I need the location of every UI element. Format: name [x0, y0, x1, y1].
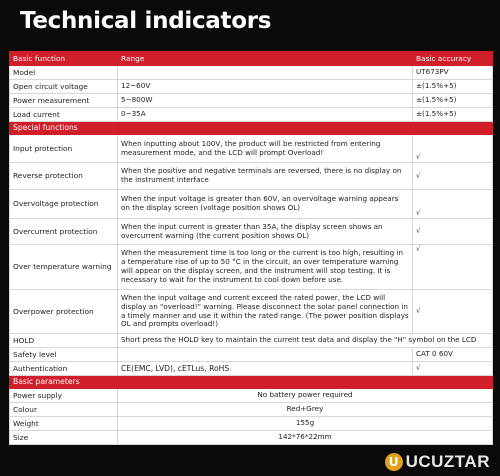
check-mark: √ [413, 362, 493, 376]
row-value: ±(1.5%+5) [413, 80, 493, 94]
spec-table [9, 51, 493, 445]
row-label: Safety level [10, 348, 118, 362]
row-description: When the positive and negative terminals are reversed, there is no display on the instrument interface [118, 163, 413, 190]
table-row [10, 245, 493, 290]
row-description: When the input voltage and current exceed the rated power, the LCD will display an "overload!" warning. Please disconnect the solar panel connection in a timely manner and use it within the rated range. (The power position displays OL and prompts overload!) [118, 290, 413, 334]
table-row [10, 389, 493, 403]
row-label: Authentication [10, 362, 118, 376]
header-range: Range [118, 52, 413, 66]
row-value: ±(1.5%+5) [413, 108, 493, 122]
check-mark: √ [413, 290, 493, 334]
watermark [385, 452, 490, 472]
row-value: UT673PV [413, 66, 493, 80]
row-description: When the input voltage is greater than 60V, an overvoltage warning appears on the display screen (voltage position shows OL) [118, 190, 413, 219]
row-value: No battery power required [118, 389, 493, 403]
row-label: Over temperature warning [10, 245, 118, 290]
row-description: Short press the HOLD key to maintain the current test data and display the "H" symbol on the LCD [118, 334, 493, 348]
row-value: ±(1.5%+5) [413, 94, 493, 108]
section-title: Basic parameters [10, 376, 493, 389]
row-label: Colour [10, 403, 118, 417]
row-label: Overcurrent protection [10, 219, 118, 245]
check-mark: √ [413, 245, 493, 290]
section-header-params [10, 376, 493, 389]
spec-table-panel [9, 51, 492, 445]
row-description: When the measurement time is too long or the current is too high, resulting in a temperature rise of up to 50 °C in the circuit, an over temperature warning will appear on the display screen, and the instrument will stop testing. It is necessary to wait for the instrument to cool down before use. [118, 245, 413, 290]
row-label: Input protection [10, 135, 118, 163]
row-label: Power supply [10, 389, 118, 403]
row-range [118, 348, 413, 362]
table-row [10, 80, 493, 94]
row-label: Open circuit voltage [10, 80, 118, 94]
row-value: Red+Grey [118, 403, 493, 417]
table-row [10, 108, 493, 122]
table-row [10, 219, 493, 245]
table-row-safety [10, 348, 493, 362]
table-row [10, 403, 493, 417]
table-row [10, 66, 493, 80]
row-label: Load current [10, 108, 118, 122]
row-label: Reverse protection [10, 163, 118, 190]
check-mark: √ [413, 190, 493, 219]
row-label: Size [10, 431, 118, 445]
table-row [10, 431, 493, 445]
row-range: 0~35A [118, 108, 413, 122]
table-row-hold [10, 334, 493, 348]
ucuztar-logo-icon: U [385, 453, 403, 471]
row-range [118, 66, 413, 80]
row-value: 155g [118, 417, 493, 431]
row-description: CE(EMC, LVD), cETLus, RoHS [118, 362, 413, 376]
table-row [10, 163, 493, 190]
row-description: When inputting about 100V, the product will be restricted from entering measurement mode, and the LCD will prompt Overload! [118, 135, 413, 163]
check-mark: √ [413, 163, 493, 190]
header-basic-accuracy: Basic accuracy [413, 52, 493, 66]
table-header-row [10, 52, 493, 66]
table-row [10, 417, 493, 431]
row-value: 142*76*22mm [118, 431, 493, 445]
row-label: Weight [10, 417, 118, 431]
header-basic-function: Basic function [10, 52, 118, 66]
row-label: HOLD [10, 334, 118, 348]
table-row [10, 135, 493, 163]
row-range: 12~60V [118, 80, 413, 94]
watermark-text: UCUZTAR [405, 452, 490, 471]
check-mark: √ [413, 219, 493, 245]
row-label: Model [10, 66, 118, 80]
section-title: Special functions [10, 122, 493, 135]
page-title: Technical indicators [20, 8, 272, 34]
row-range: 5~800W [118, 94, 413, 108]
table-row [10, 94, 493, 108]
section-header-special [10, 122, 493, 135]
row-value: CAT 0 60V [413, 348, 493, 362]
row-label: Power measurement [10, 94, 118, 108]
row-label: Overvoltage protection [10, 190, 118, 219]
check-mark: √ [413, 135, 493, 163]
table-row-authentication [10, 362, 493, 376]
table-row [10, 290, 493, 334]
row-description: When the input current is greater than 35A, the display screen shows an overcurrent warning (the current position shows OL) [118, 219, 413, 245]
row-label: Overpower protection [10, 290, 118, 334]
table-row [10, 190, 493, 219]
